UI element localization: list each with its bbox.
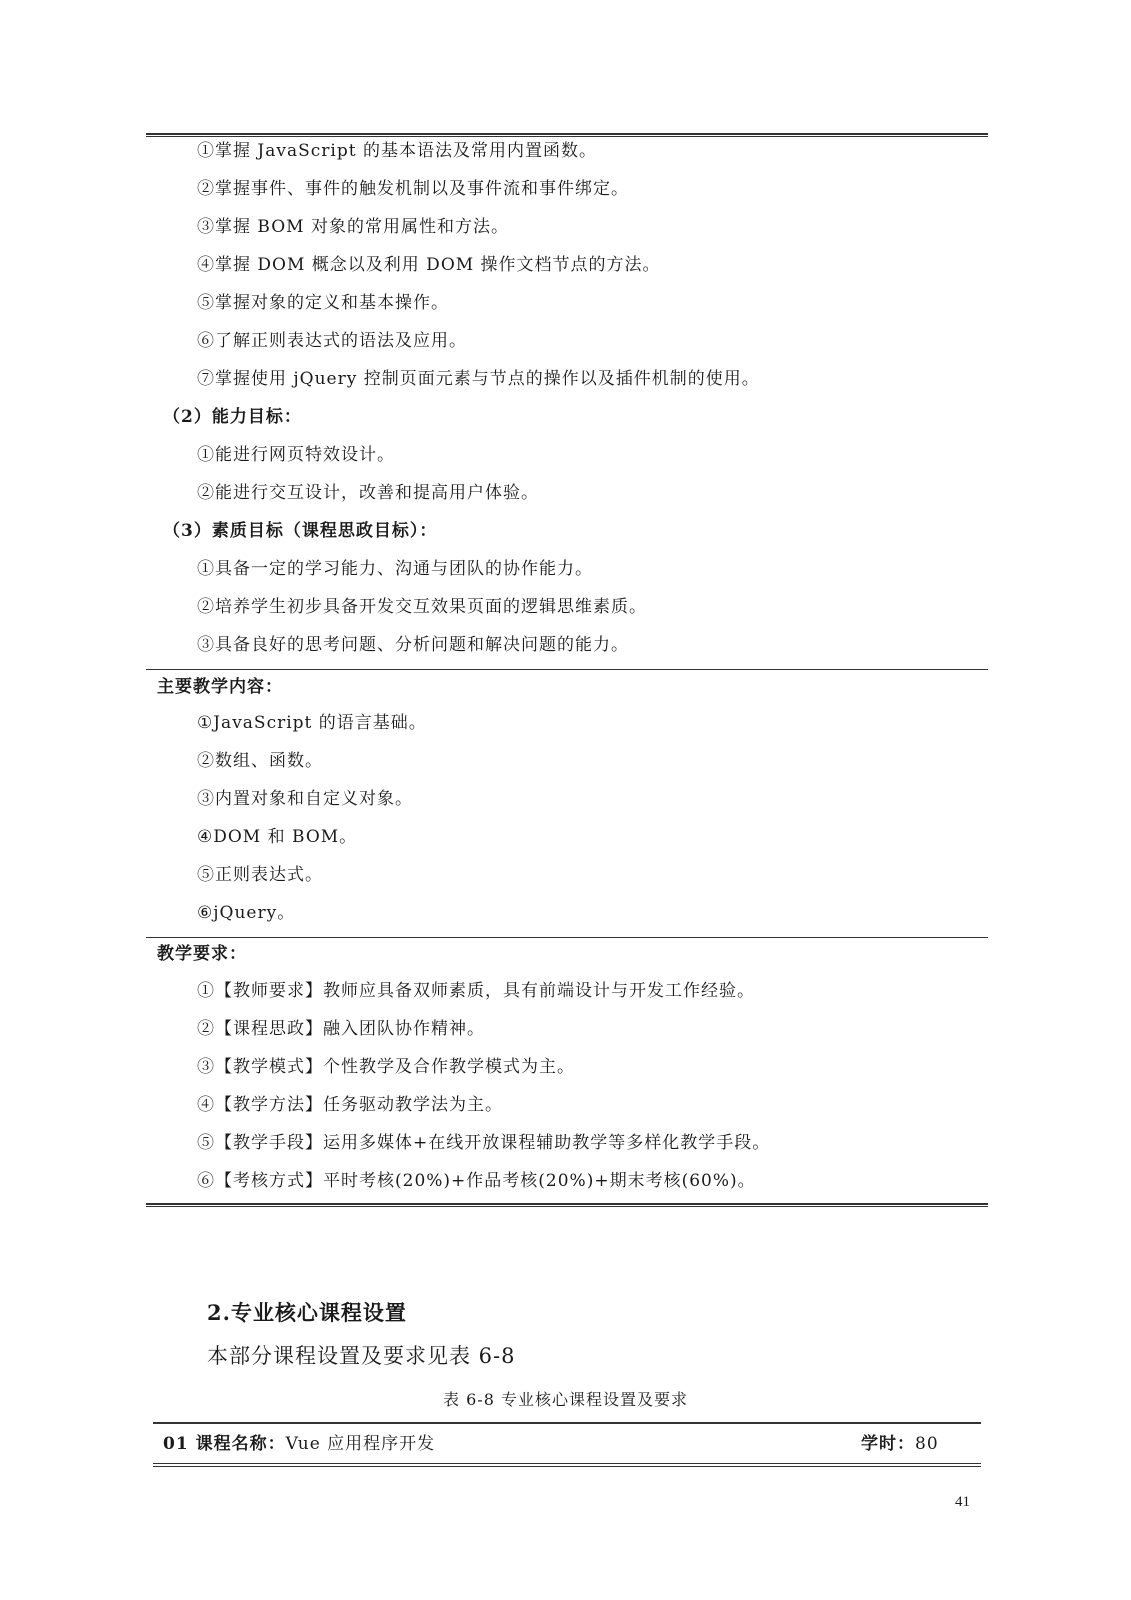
- ability-heading: （2）能力目标：: [163, 407, 302, 427]
- list-item: ①具备一定的学习能力、沟通与团队的协作能力。: [197, 559, 593, 579]
- page-number: 41: [955, 1494, 970, 1510]
- list-item: ③【教学模式】个性教学及合作教学模式为主。: [197, 1057, 575, 1077]
- course-name: [163, 1429, 435, 1454]
- course-hours: [861, 1429, 939, 1454]
- list-item: ⑤正则表达式。: [197, 865, 323, 885]
- list-item: ①【教师要求】教师应具备双师素质，具有前端设计与开发工作经验。: [197, 981, 755, 1001]
- list-item: ②能进行交互设计，改善和提高用户体验。: [197, 483, 539, 503]
- list-item: ③掌握 BOM 对象的常用属性和方法。: [197, 217, 509, 237]
- list-item: ⑦掌握使用 jQuery 控制页面元素与节点的操作以及插件机制的使用。: [197, 369, 760, 389]
- list-item: ④【教学方法】任务驱动教学法为主。: [197, 1095, 503, 1115]
- list-item: ④DOM 和 BOM。: [197, 827, 358, 847]
- list-item: ②【课程思政】融入团队协作精神。: [197, 1019, 485, 1039]
- list-item: ⑥【考核方式】平时考核(20%)+作品考核(20%)+期末考核(60%)。: [197, 1171, 756, 1191]
- quality-heading: （3）素质目标（课程思政目标）：: [163, 521, 438, 541]
- course-table-bottom-border: [153, 1463, 981, 1467]
- list-item: ②数组、函数。: [197, 751, 323, 771]
- list-item: ②培养学生初步具备开发交互效果页面的逻辑思维素质。: [197, 597, 647, 617]
- list-item: ③具备良好的思考问题、分析问题和解决问题的能力。: [197, 635, 629, 655]
- course-name-label: 01 课程名称：: [163, 1434, 286, 1454]
- list-item: ④掌握 DOM 概念以及利用 DOM 操作文档节点的方法。: [197, 255, 661, 275]
- content-heading: 主要教学内容：: [157, 677, 283, 697]
- course-hours-label: 学时：: [861, 1434, 915, 1454]
- list-item: ⑥jQuery。: [197, 903, 296, 923]
- row-divider: [146, 669, 988, 670]
- list-item: ⑤掌握对象的定义和基本操作。: [197, 293, 449, 313]
- list-item: ③内置对象和自定义对象。: [197, 789, 413, 809]
- table-bottom-border: [146, 1203, 988, 1207]
- row-divider: [146, 937, 988, 938]
- list-item: ①掌握 JavaScript 的基本语法及常用内置函数。: [197, 141, 597, 161]
- list-item: ⑥了解正则表达式的语法及应用。: [197, 331, 467, 351]
- course-hours-value: 80: [915, 1434, 939, 1454]
- list-item: ①JavaScript 的语言基础。: [197, 713, 427, 733]
- list-item: ②掌握事件、事件的触发机制以及事件流和事件绑定。: [197, 179, 629, 199]
- course-table-top-border: [153, 1422, 981, 1424]
- section-heading: 2.专业核心课程设置: [207, 1300, 407, 1325]
- list-item: ⑤【教学手段】运用多媒体+在线开放课程辅助教学等多样化教学手段。: [197, 1133, 771, 1153]
- list-item: ①能进行网页特效设计。: [197, 445, 395, 465]
- table-caption: 表 6-8 专业核心课程设置及要求: [443, 1390, 688, 1409]
- requirements-heading: 教学要求：: [157, 944, 247, 964]
- table-top-border: [146, 133, 988, 137]
- course-name-value: Vue 应用程序开发: [285, 1434, 436, 1454]
- section-paragraph: 本部分课程设置及要求见表 6-8: [207, 1344, 516, 1368]
